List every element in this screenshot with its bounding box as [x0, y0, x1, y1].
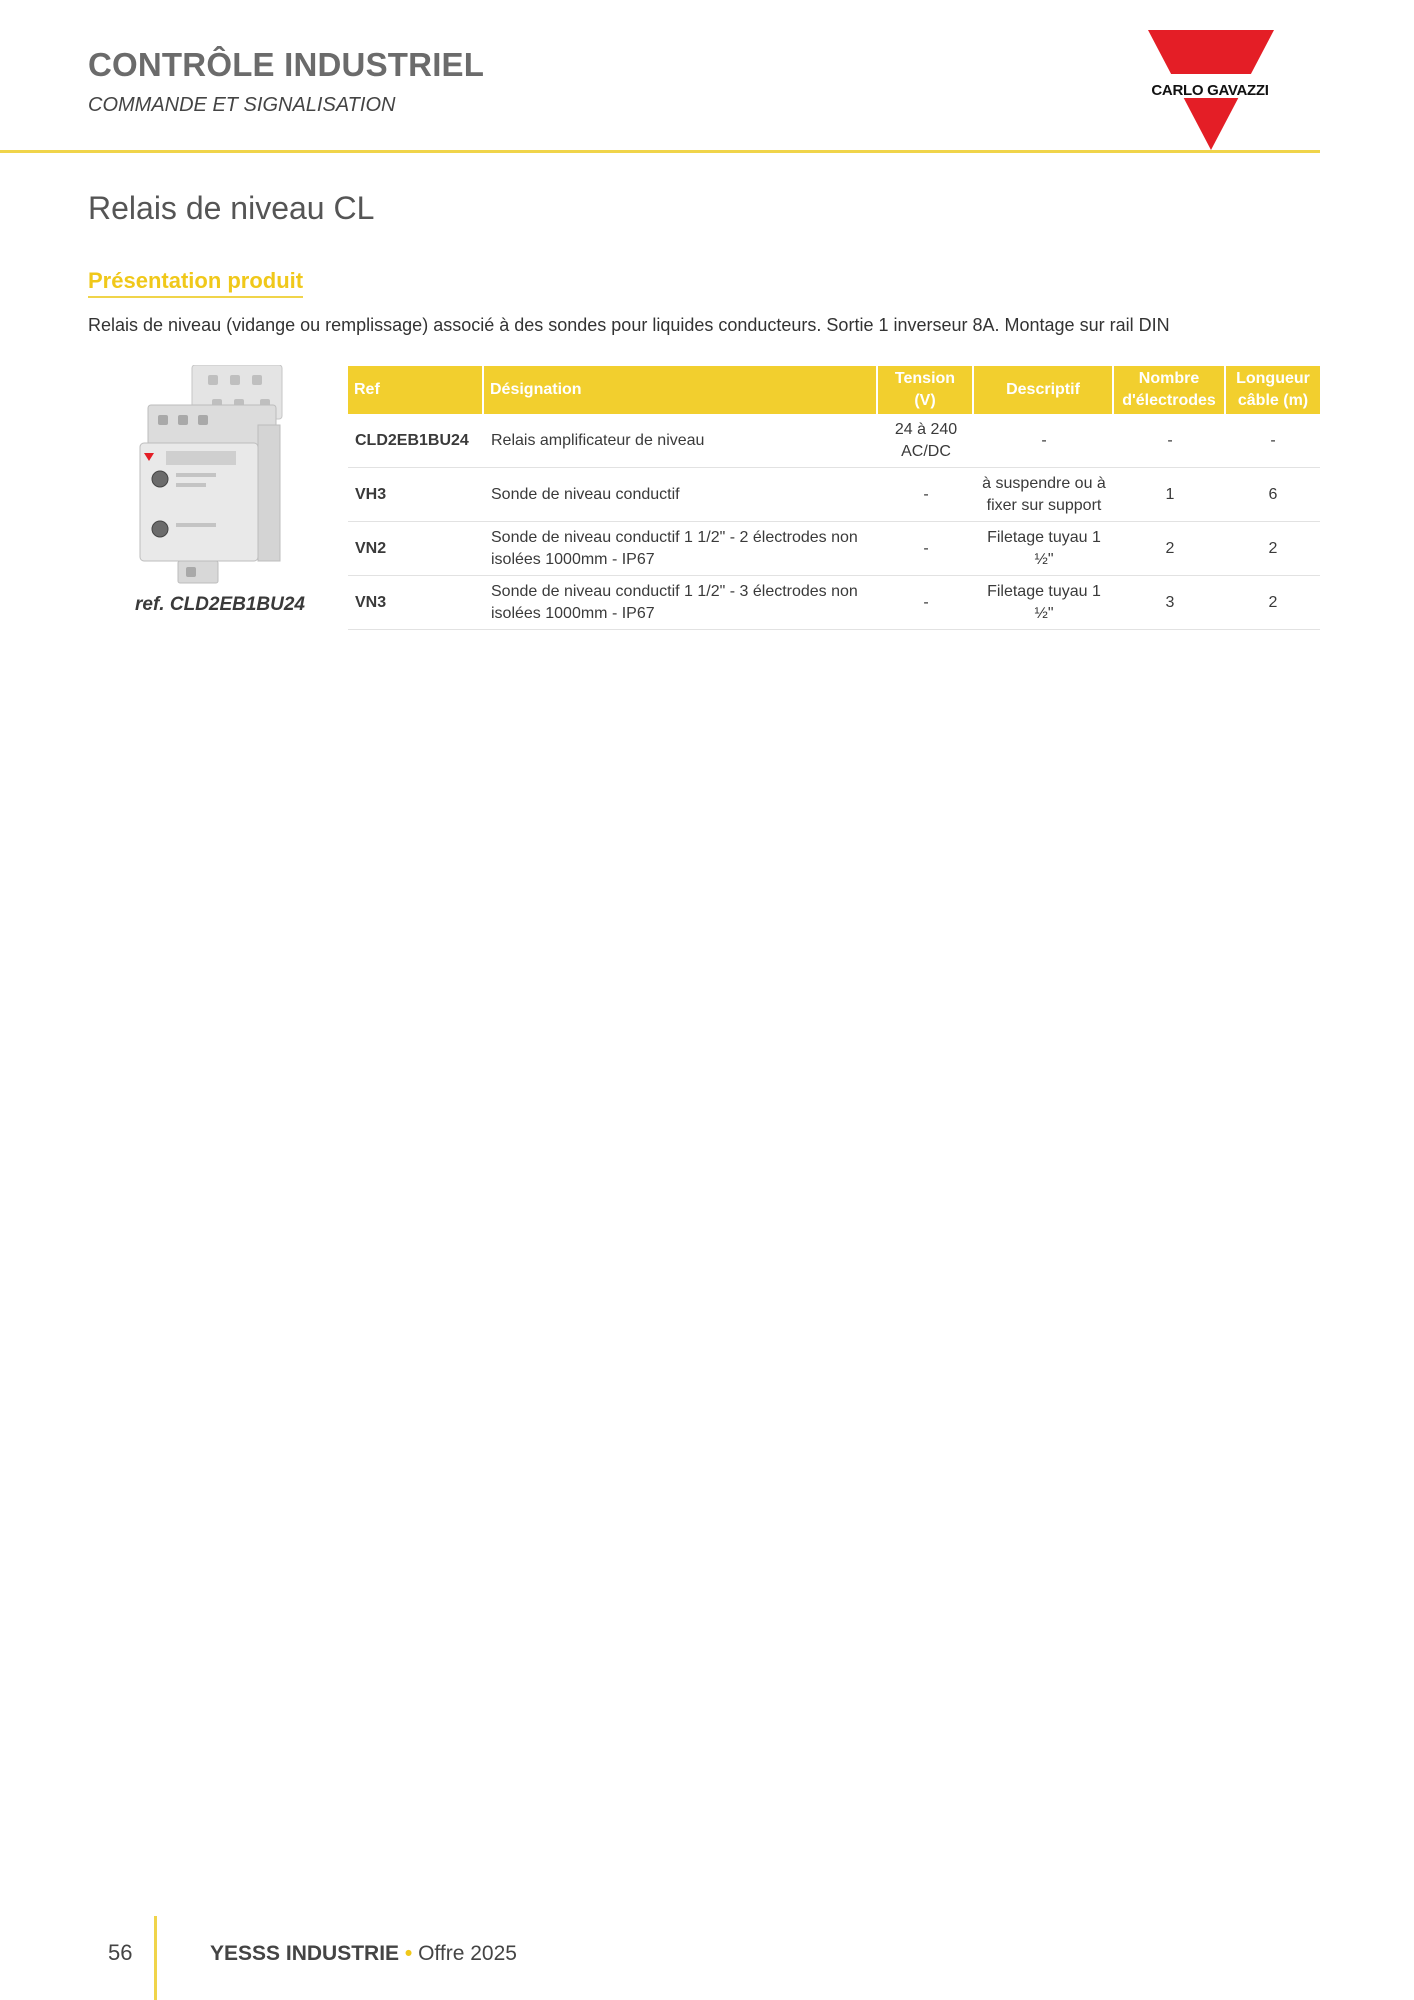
- cell-descriptif: à suspendre ou à fixer sur support: [974, 468, 1114, 522]
- table-row: [348, 468, 1320, 522]
- cell-cable-length: 2: [1226, 522, 1320, 576]
- cell-tension: -: [878, 468, 974, 522]
- cell-designation: Relais amplificateur de niveau: [484, 414, 878, 468]
- table-row: [348, 576, 1320, 630]
- footer-offer: Offre 2025: [418, 1942, 517, 1965]
- brand-logo-text: CARLO GAVAZZI: [1151, 82, 1269, 99]
- column-header-cable-length: Longueur câble (m): [1226, 366, 1320, 414]
- table-row: [348, 522, 1320, 576]
- column-header-tension: Tension (V): [878, 366, 974, 414]
- cell-cable-length: 6: [1226, 468, 1320, 522]
- cell-ref: VN3: [348, 576, 484, 630]
- product-presentation-heading: Présentation produit: [88, 268, 303, 298]
- cell-descriptif: -: [974, 414, 1114, 468]
- level-relay-product-image: [130, 365, 330, 587]
- column-header-descriptif: Descriptif: [974, 366, 1114, 414]
- cell-designation: Sonde de niveau conductif 1 1/2" - 2 électrodes non isolées 1000mm - IP67: [484, 522, 878, 576]
- page-number: 56: [108, 1940, 133, 1965]
- cell-electrodes: 2: [1114, 522, 1226, 576]
- cell-ref: VN2: [348, 522, 484, 576]
- cell-descriptif: Filetage tuyau 1 ½": [974, 576, 1114, 630]
- cell-descriptif: Filetage tuyau 1 ½": [974, 522, 1114, 576]
- cell-ref: VH3: [348, 468, 484, 522]
- cell-electrodes: 3: [1114, 576, 1226, 630]
- product-figure-caption: ref. CLD2EB1BU24: [135, 594, 305, 615]
- product-intro-text: Relais de niveau (vidange ou remplissage) associé à des sondes pour liquides conducteurs. Sortie 1 inverseur 8A. Montage sur rail DIN: [88, 315, 1170, 335]
- cell-electrodes: -: [1114, 414, 1226, 468]
- footer-brand: YESSS INDUSTRIE: [210, 1942, 400, 1965]
- footer-label: [210, 1942, 517, 1966]
- cell-designation: Sonde de niveau conductif: [484, 468, 878, 522]
- cell-ref: CLD2EB1BU24: [348, 414, 484, 468]
- footer-divider: [154, 1916, 157, 2000]
- cell-electrodes: 1: [1114, 468, 1226, 522]
- column-header-electrodes: Nombre d'électrodes: [1114, 366, 1226, 414]
- page-header-title: CONTRÔLE INDUSTRIEL: [88, 46, 485, 83]
- cell-designation: Sonde de niveau conductif 1 1/2" - 3 électrodes non isolées 1000mm - IP67: [484, 576, 878, 630]
- cell-cable-length: -: [1226, 414, 1320, 468]
- column-header-ref: Ref: [348, 366, 484, 414]
- cell-tension: -: [878, 576, 974, 630]
- table-row: [348, 414, 1320, 468]
- product-table: [348, 366, 1320, 630]
- footer-separator: •: [404, 1942, 413, 1965]
- page-header-subtitle: COMMANDE ET SIGNALISATION: [88, 94, 396, 116]
- table-header-row: [348, 366, 1320, 414]
- section-title: Relais de niveau CL: [88, 190, 375, 226]
- cell-tension: 24 à 240 AC/DC: [878, 414, 974, 468]
- header-divider: [0, 150, 1320, 153]
- cell-cable-length: 2: [1226, 576, 1320, 630]
- cell-tension: -: [878, 522, 974, 576]
- column-header-designation: Désignation: [484, 366, 878, 414]
